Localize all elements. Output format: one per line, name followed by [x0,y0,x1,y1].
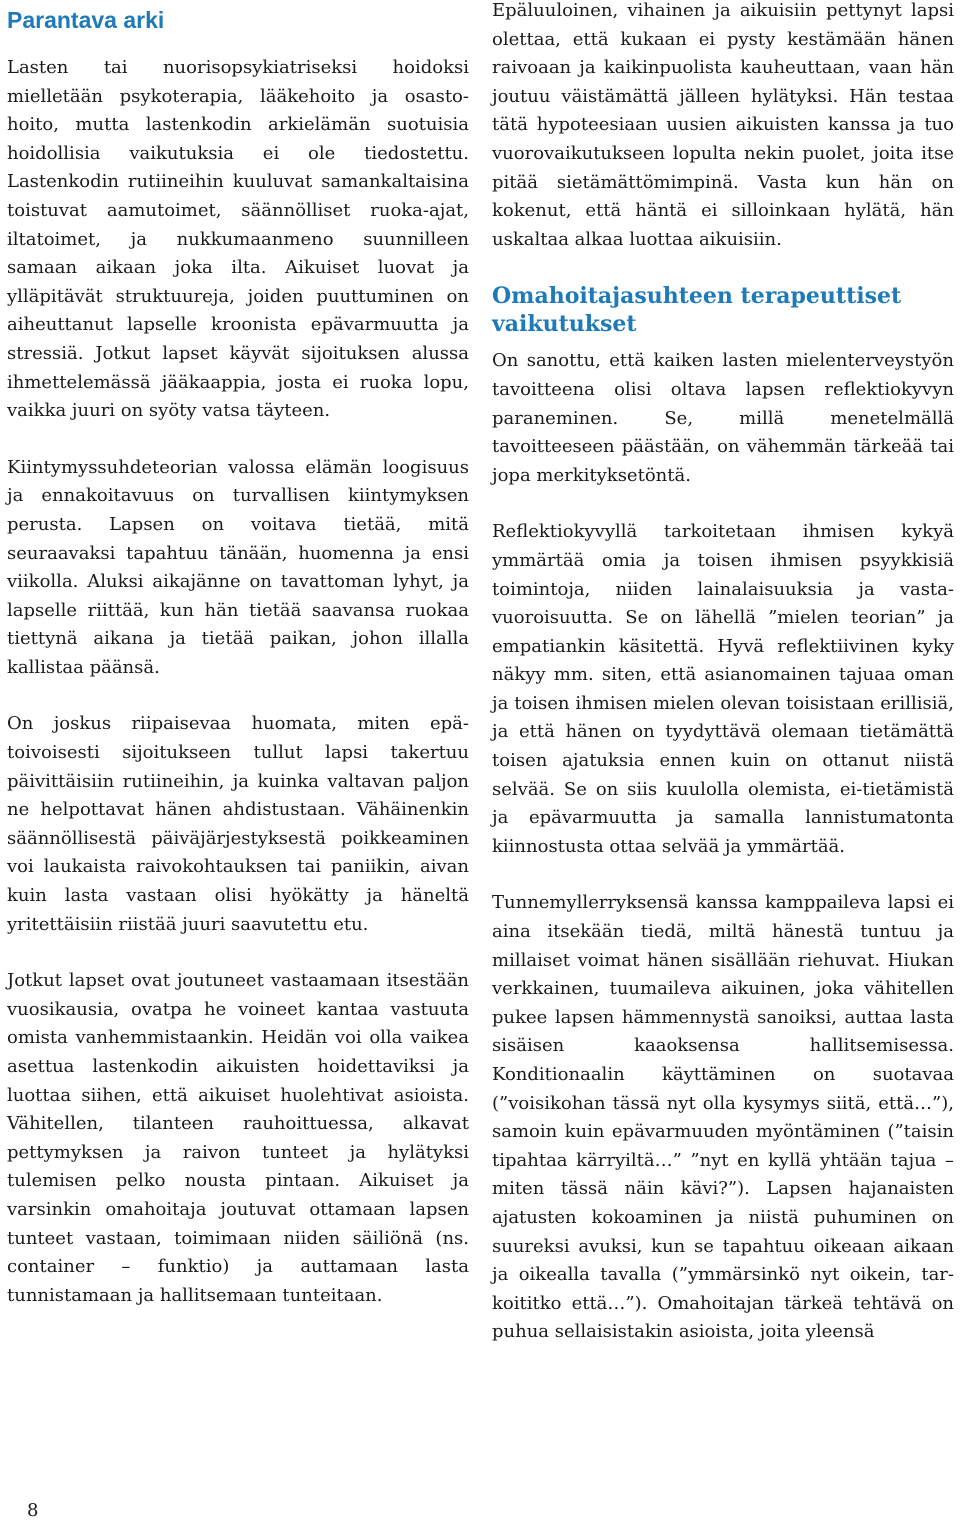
section-heading-omahoitajasuhde: Omahoitajasuhteen terapeuttiset vaikutukset [492,283,902,338]
body-paragraph: Tunnemyllerryksensä kanssa kamppaileva lapsi ei aina itsekään tiedä, miltä hänestä tuntuu ja millaiset voimat hänen sisällään riehuvat. Hiukan verkkainen, tuumaileva aikuinen, joka vähitellen pukee lapsen hämmennystä sanoiksi, auttaa lasta sisäisen kaaoksensa hallitsemisessa. Konditionaalin käyttäminen on suotavaa (”voisikohan tässä nyt olla kysymys siitä, että…”), samoin kuin epävarmuuden myöntäminen (”taisin tipahtaa kärryiltä…” ”nyt en kyllä yhtään tajua – miten tässä näin kävi?”). Lapsen hajanaisten ajatusten kokoaminen ja niistä puhuminen on suureksi avuksi, kun se tapahtuu oikeaan aikaan ja oikealla tavalla (”ymmärsinkö nyt oikein, tarkoititko että…”). Omahoitajan tärkeä tehtävä on puhua sellaisistakin asioista, joita yleensä [492,892,954,1343]
body-paragraph: Lasten tai nuorisopsykiatriseksi hoidoksi mielletään psykoterapia, lääkehoito ja osastohoito, mutta lastenkodin arkielämän suotuisia hoidollisia vaikutuksia ei ole tiedostettu. Lastenkodin rutiineihin kuuluvat samankaltaisina toistuvat aamutoimet, säännölliset ruoka-ajat, iltatoimet, ja nukkumaanmeno suunnilleen samaan aikaan joka ilta. Aikuiset luovat ja ylläpitävät struktuureja, joiden puuttuminen on aiheuttanut lapselle kroonista epävarmuutta ja stressiä. Jotkut lapset käyvät sijoituksen alussa ihmettelemässä jääkaappia, josta ei ruoka lopu, vaikka juuri on syöty vatsa täyteen. [7,57,469,422]
page-number: 8 [27,1500,39,1521]
body-paragraph: Epäluuloinen, vihainen ja aikuisiin pettynyt lapsi olettaa, että kukaan ei pysty kestämään hänen raivoaan ja kaikinpuolista kauheuttaan, vaan hän joutuu väistämättä jälleen hylätyksi. Hän testaa tätä hypoteesiaan uusien aikuisten kanssa ja tuo vuorovaikutukseen lopulta nekin puolet, joita itse pitää sietämättömimpinä. Vasta kun hän on kokenut, että häntä ei silloinkaan hylätä, hän uskaltaa alkaa luottaa aikuisiin. [492,0,954,250]
body-paragraph: On sanottu, että kaiken lasten mielenterveystyön tavoitteena olisi oltava lapsen reflektiokyvyn paraneminen. Se, millä menetelmällä tavoitteeseen päästään, on vähemmän tärkeää tai jopa merkityksetöntä. [492,350,954,486]
body-paragraph: Kiintymyssuhdeteorian valossa elämän loogisuus ja ennakoitavuus on turvallisen kiintymyksen perusta. Lapsen on voitava tietää, mitä seuraavaksi tapahtuu tänään, huomenna ja ensi viikolla. Aluksi aikajänne on tavattoman lyhyt, ja lapselle riittää, kun hän tietää saavansa ruokaa tiettynä aikana ja tietää paikan, johon illalla kallistaa päänsä. [7,456,469,678]
body-paragraph: Reflektiokyvyllä tarkoitetaan ihmisen kykyä ymmärtää omia ja toisen ihmisen psyykkisiä toimintoja, niiden lainalaisuuksia ja vastavuoroisuutta. Se on lähellä ”mielen teorian” ja empatiankin käsitettä. Hyvä reflektiivinen kyky näkyy mm. siten, että asianomainen tajuaa oman ja toisen ihmisen mielen olevan toisistaan erillisiä, ja että hänen on tyydyttävä olemaan tietämättä toisen ajatuksia ennen kuin on ottanut niistä selvää. Se on siis kuulolla olemista, ei-tietämistä ja epävarmuutta ja samalla lannistumatonta kiinnostusta ottaa selvää ja ymmärtää. [492,521,954,857]
body-paragraph: On joskus riipaisevaa huomata, miten epätoivoisesti sijoitukseen tullut lapsi takertuu päivittäisiin rutiineihin, ja kuinka valtavan paljon ne helpottavat hänen ahdistustaan. Vähäinenkin säännöllisestä päiväjärjestyksestä poikkeaminen voi laukaista raivokohtauksen tai paniikin, aivan kuin lasta vastaan olisi hyökätty ja häneltä yritettäisiin riistää juuri saavutettu etu. [7,713,469,935]
right-column [492,0,954,1375]
body-paragraph: Jotkut lapset ovat joutuneet vastaamaan itsestään vuosikausia, ovatpa he voineet kantaa vastuuta omista vanhemmistaankin. Heidän voi olla vaikea asettua lastenkodin aikuisten hoidettaviksi ja luottaa siihen, että aikuiset huolehtivat asioista. Vähitellen, tilanteen rauhoittuessa, alkavat pettymyksen ja raivon tunteet ja hylätyksi tulemisen pelko nousta pintaan. Aikuiset ja varsinkin omahoitaja joutuvat ottamaan lapsen tunteet vastaan, toimimaan niiden säiliönä (ns. container – funktio) ja auttamaan lasta tunnistamaan ja hallitsemaan tunteitaan. [7,970,469,1306]
left-column [7,0,469,1338]
section-heading-parantava-arki: Parantava arki [7,7,165,33]
